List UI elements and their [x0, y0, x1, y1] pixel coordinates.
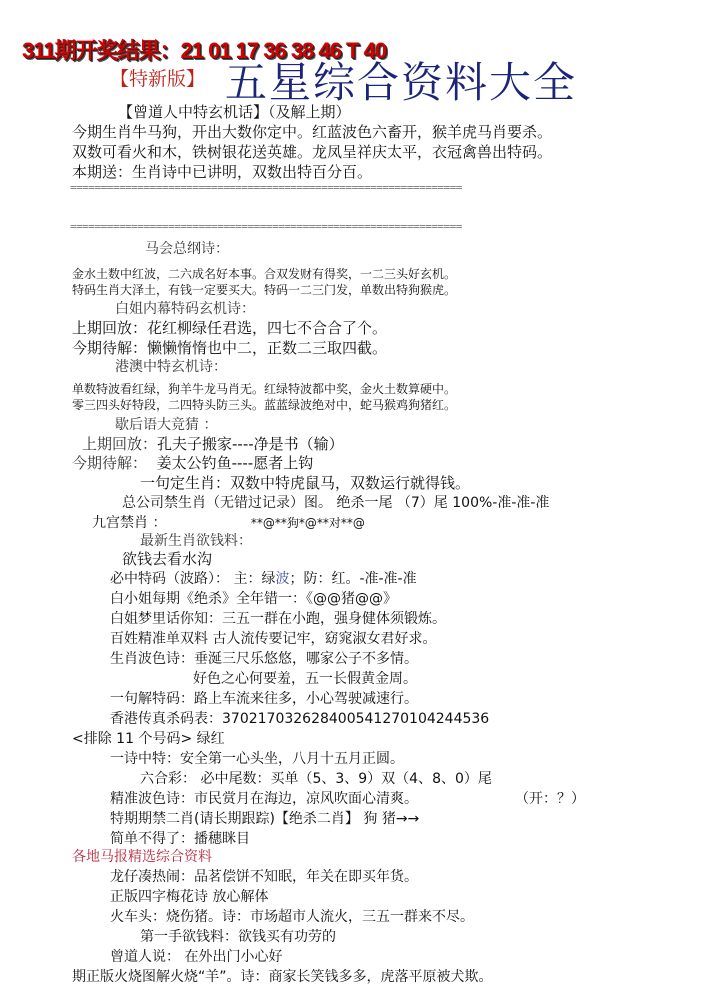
gangao-line-2: 零三四头好特段，二四特头防三头。蓝蓝绿波绝对中，蛇马猴鸡狗猪红。 — [72, 398, 457, 412]
baijie-line-1: 上期回放：花红柳绿任君选，四七不合合了个。 — [72, 319, 388, 337]
jiugong-value: **@**狗*@**对**@ — [250, 516, 365, 530]
separator: ================================================================ — [70, 220, 462, 233]
liuhecai: 六合彩： 必中尾数：买单（5、3、9）双（4、8、0）尾 — [140, 771, 492, 787]
page-title: 五星综合资料大全 — [225, 58, 578, 107]
xiehouyu-this — [72, 452, 313, 473]
zeng-line-1: 今期生肖牛马狗，开出大数你定中。红蓝波色六畜开，猴羊虎马肖要杀。 — [72, 123, 553, 141]
mahui-heading: 马会总纲诗： — [145, 241, 229, 257]
shengxiao-bose-1: 生肖波色诗：垂涎三尺乐悠悠，哪家公子不多情。 — [110, 651, 418, 667]
geidi-line-4: 第一手欲钱料：欲钱买有功劳的 — [140, 929, 336, 945]
zeng-line-3: 本期送：生肖诗中已讲明，双数出特百分百。 — [72, 163, 373, 181]
result-banner: 311期开奖结果：21 01 17 36 38 46 T 40 — [22, 38, 387, 63]
geidi-line-2: 正版四字梅花诗 放心解体 — [110, 889, 269, 905]
yuqian: 欲钱去看水沟 — [122, 550, 213, 568]
this-value: 姜太公钓鱼----愿者上钩 — [156, 454, 314, 472]
paichu: <排除 11 个号码> 绿红 — [72, 731, 225, 747]
mahui-line-2: 特码生肖大泽土，有钱一定要买大。特码一二三门发，单数出特狗猴虎。 — [72, 283, 457, 297]
zeng-line-2: 双数可看火和木，铁树银花送英雄。龙凤呈祥庆太平，衣冠禽兽出特码。 — [72, 143, 553, 161]
geidi-line-5: 曾道人说： 在外出门小心好 — [110, 949, 283, 965]
jiugong-label: 九宫禁肖 ： — [92, 515, 167, 531]
edition-tag: 【特新版】 — [110, 68, 206, 90]
this-label: 今期待解： — [72, 454, 148, 472]
jiugong-row — [92, 512, 365, 532]
xiehouyu-last — [82, 433, 344, 454]
geidi-line-3: 火车头：烧伤猪。诗：市场超市人流火，三五一群来不尽。 — [110, 909, 474, 925]
separator: ================================================================ — [70, 181, 462, 194]
geidi-line-6: 期正版火烧图解火烧“羊”。诗：商家长笑钱多多，虎落平原被犬欺。 — [72, 969, 493, 985]
bizhong-blue: 波 — [275, 571, 290, 587]
baijie-meng: 白姐梦里话你知：三五一群在小跑，强身健体须锻炼。 — [110, 611, 446, 627]
yishi: 一诗中特：安全第一心头坐，八月十五月正圆。 — [110, 751, 404, 767]
zonggongsi: 总公司禁生肖（无错过记录）图。 绝杀一尾 （7）尾 100%-准-准-准 — [122, 495, 550, 511]
teqi: 特期期禁二肖(请长期跟踪)【绝杀二肖】 狗 猪→→ — [110, 811, 420, 827]
jiandan: 简单不得了：播穗眯目 — [110, 831, 250, 847]
gangao-line-1: 单数特波看红绿，狗羊牛龙马肖无。红绿特波都中奖，金火土数算硬中。 — [72, 382, 457, 396]
gangao-heading: 港澳中特玄机诗： — [115, 359, 227, 375]
geidi-heading: 各地马报精选综合资料 — [72, 849, 212, 865]
xiehouyu-heading: 歇后语大竞猜 ： — [115, 417, 218, 433]
geidi-line-1: 龙仔凑热闹：品茗偿饼不知眠，年关在即买年货。 — [110, 869, 418, 885]
baijie-line-2: 今期待解：懒懒惰惰也中二，正数二三取四截。 — [72, 339, 388, 357]
bizhong-row — [110, 568, 417, 588]
zuixin-heading: 最新生肖欲钱料： — [140, 533, 252, 549]
zeng-heading: 【曾道人中特玄机话】（及解上期） — [118, 103, 351, 121]
xianggang: 香港传真杀码表：37021703262840054127010424453​6 — [110, 711, 490, 727]
last-value: 孔夫子搬家----净是书（输） — [157, 435, 344, 453]
baixing: 百姓精准单双料 古人流传要记牢，窈窕淑女君好求。 — [110, 631, 437, 647]
yiju-jie: 一句解特码：路上车流来往多，小心驾驶减速行。 — [110, 691, 418, 707]
mahui-line-1: 金水土数中红波，二六成名好本事。合双发财有得奖，一二三头好玄机。 — [72, 267, 457, 281]
last-label: 上期回放： — [82, 435, 158, 453]
kai: （开：？） — [515, 791, 585, 807]
bizhong-prefix: 必中特码（波路）： 主：绿 — [110, 571, 276, 587]
bizhong-suffix: ；防：红。-准-准-准 — [289, 571, 417, 587]
yiju-dingsheng: 一句定生肖：双数中特虎鼠马，双数运行就得钱。 — [140, 474, 471, 492]
shengxiao-bose-2: 好色之心何要羞，五一长假黄金周。 — [193, 671, 417, 687]
jingzhun: 精准波色诗：市民赏月在海边，凉风吹面心清爽。 — [110, 791, 418, 807]
baixiaojie: 白小姐每期《绝杀》全年错一：《@@猪@@》 — [110, 591, 397, 607]
baijie-heading: 白姐内幕特码玄机诗： — [115, 301, 255, 317]
